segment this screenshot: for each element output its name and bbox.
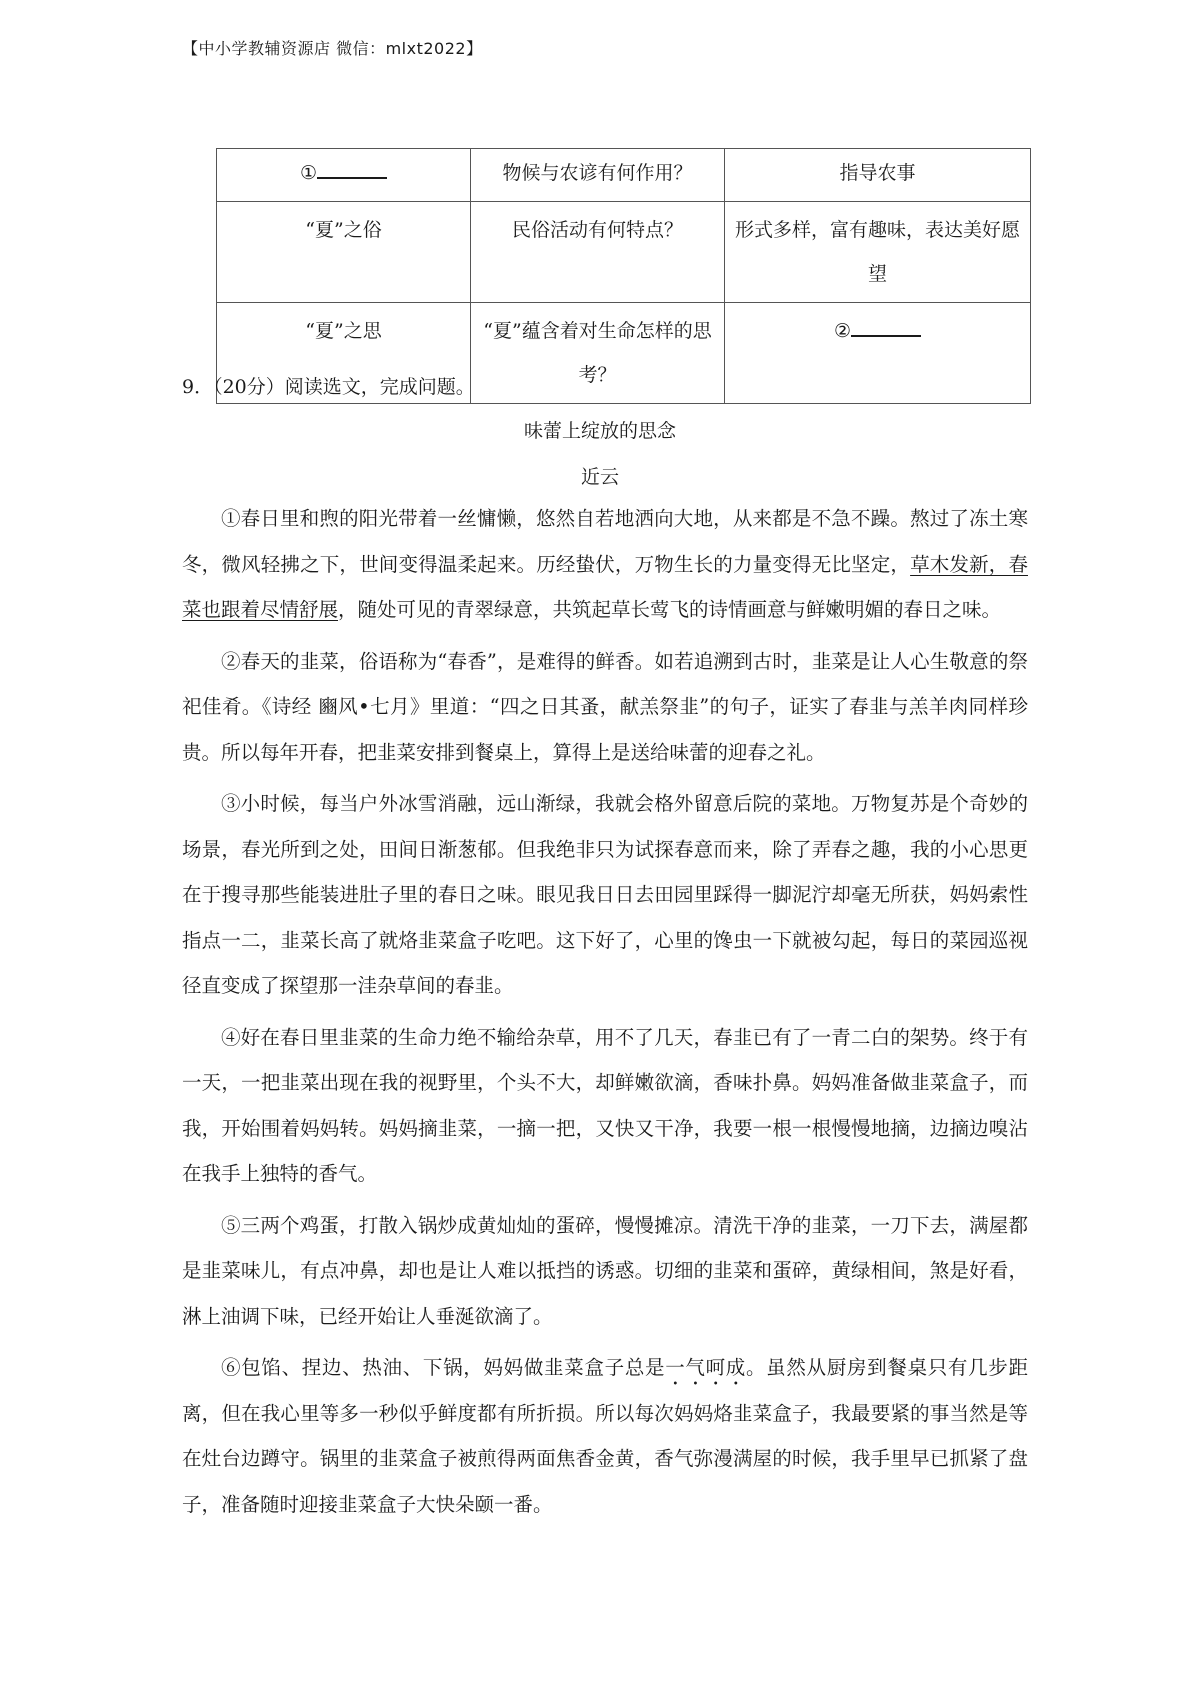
table-cell: “夏”蕴含着对生命怎样的思考？ bbox=[471, 303, 725, 404]
dotted-phrase: 一气呵成 bbox=[665, 1356, 746, 1379]
answer-blank-2[interactable] bbox=[851, 335, 921, 337]
question-prompt: 9．（20分）阅读选文，完成问题。 bbox=[182, 376, 475, 398]
table-cell: ② bbox=[725, 303, 1031, 404]
paragraph-5: ⑤三两个鸡蛋，打散入锅炒成黄灿灿的蛋碎，慢慢摊凉。清洗干净的韭菜，一刀下去，满屋都是韭菜味儿，有点冲鼻，却也是让人难以抵挡的诱惑。切细的韭菜和蛋碎，黄绿相间，煞是好看，淋上油调下味，已经开始让人垂涎欲滴了。 bbox=[182, 1213, 1028, 1328]
table-cell: 指导农事 bbox=[725, 149, 1031, 202]
answer-blank-1[interactable] bbox=[317, 177, 387, 179]
paragraph-6: ⑥包馅、捏边、热油、下锅，妈妈做韭菜盒子总是一气呵成。虽然从厨房到餐桌只有几步距离，但在我心里等多一秒似乎鲜度都有所折损。所以每次妈妈烙韭菜盒子，我最要紧的事当然是等在灶台边蹲守。锅里的韭菜盒子被煎得两面焦香金黄，香气弥漫满屋的时候，我手里早已抓紧了盘子，准备随时迎接韭菜盒子大快朵颐一番。 bbox=[182, 1356, 1028, 1516]
passage-title: 味蕾上绽放的思念 bbox=[523, 420, 676, 442]
paragraph-3: ③小时候，每当户外冰雪消融，远山渐绿，我就会格外留意后院的菜地。万物复苏是个奇妙的场景，春光所到之处，田间日渐葱郁。但我绝非只为试探春意而来，除了弄春之趣，我的小心思更在于搜寻那些能装进肚子里的春日之味。眼见我日日去田园里踩得一脚泥泞却毫无所获，妈妈索性指点一二，韭菜长高了就烙韭菜盒子吃吧。这下好了，心里的馋虫一下就被勾起，每日的菜园巡视径直变成了探望那一洼杂草间的春韭。 bbox=[182, 792, 1028, 997]
page-header: 【中小学教辅资源店 微信：mlxt2022】 bbox=[182, 39, 483, 58]
table-cell: “夏”之俗 bbox=[217, 202, 471, 303]
table-cell: 民俗活动有何特点？ bbox=[471, 202, 725, 303]
table-row bbox=[217, 202, 1031, 303]
table-cell: 物候与农谚有何作用？ bbox=[471, 149, 725, 202]
paragraph-1: ①春日里和煦的阳光带着一丝慵懒，悠然自若地洒向大地，从来都是不急不躁。熬过了冻土寒冬，微风轻拂之下，世间变得温柔起来。历经蛰伏，万物生长的力量变得无比坚定，草木发新，春菜也跟着尽情舒展，随处可见的青翠绿意，共筑起草长莺飞的诗情画意与鲜嫩明媚的春日之味。 bbox=[182, 507, 1028, 621]
table-cell: “夏”之思 bbox=[217, 303, 471, 404]
table-row bbox=[217, 149, 1031, 202]
table-cell: 形式多样，富有趣味，表达美好愿望 bbox=[725, 202, 1031, 303]
passage-author: 近云 bbox=[580, 466, 619, 488]
underlined-phrase: 草木发新，春菜也跟着尽情舒展 bbox=[182, 552, 1028, 621]
paragraph-4: ④好在春日里韭菜的生命力绝不输给杂草，用不了几天，春韭已有了一青二白的架势。终于有一天，一把韭菜出现在我的视野里，个头不大，却鲜嫩欲滴，香味扑鼻。妈妈准备做韭菜盒子，而我，开始围着妈妈转。妈妈摘韭菜，一摘一把，又快又干净，我要一根一根慢慢地摘，边摘边嗅沾在我手上独特的香气。 bbox=[182, 1025, 1028, 1185]
table-cell: ① bbox=[217, 149, 471, 202]
question-table bbox=[216, 148, 1031, 404]
paragraph-2: ②春天的韭菜，俗语称为“春香”，是难得的鲜香。如若追溯到古时，韭菜是让人心生敬意的祭祀佳肴。《诗经 豳风•七月》里道：“四之日其蚤，献羔祭韭”的句子，证实了春韭与羔羊肉同样珍贵。所以每年开春，把韭菜安排到餐桌上，算得上是送给味蕾的迎春之礼。 bbox=[182, 649, 1028, 764]
passage-body bbox=[182, 496, 1028, 1527]
